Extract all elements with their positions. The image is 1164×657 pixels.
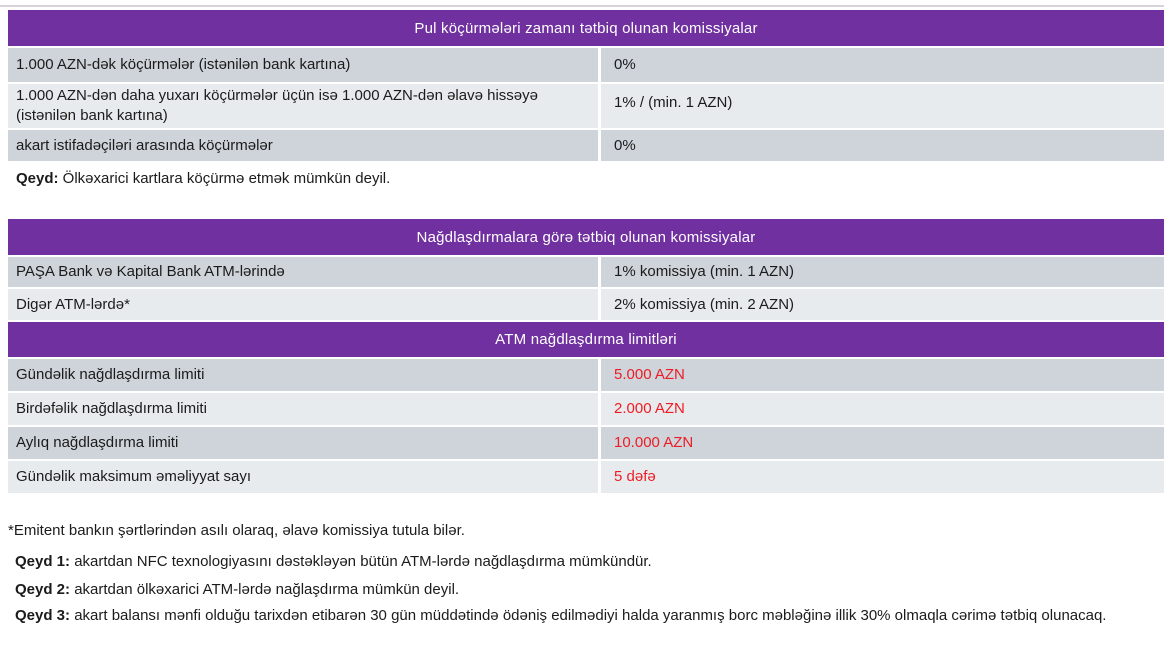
footnote-2 — [15, 580, 459, 600]
transfer-fees-table-title: Pul köçürmələri zamanı tətbiq olunan komissiyalar — [414, 19, 758, 37]
limit-value: 5.000 AZN — [601, 359, 1164, 391]
table-row — [8, 130, 1164, 161]
footnote-3 — [15, 606, 1106, 626]
atm-limits-title: ATM nağdlaşdırma limitləri — [495, 331, 677, 348]
fee-value: 2% komissiya (min. 2 AZN) — [601, 289, 1164, 320]
fee-value: 0% — [601, 130, 1164, 161]
table-row — [8, 84, 1164, 128]
fee-label: akart istifadəçiləri arasında köçürmələr — [8, 130, 598, 161]
fee-value: 1% / (min. 1 AZN) — [601, 84, 1164, 128]
limit-label: Gündəlik maksimum əməliyyat sayı — [8, 461, 598, 493]
footnote-3-text: akart balansı mənfi olduğu tarixdən etibarən 30 gün müddətində ödəniş edilmədiyi halda yaranmış borc məbləğinə illik 30% olmaqla cərimə tətbiq olunacaq. — [70, 607, 1107, 624]
fee-label: 1.000 AZN-dək köçürmələr (istənilən bank kartına) — [8, 48, 598, 82]
fee-label: PAŞA Bank və Kapital Bank ATM-lərində — [8, 257, 598, 287]
footnote-3-prefix: Qeyd 3: — [15, 607, 71, 624]
transfer-note — [16, 169, 390, 189]
table-row — [8, 289, 1164, 320]
limit-label: Gündəlik nağdlaşdırma limiti — [8, 359, 598, 391]
table-row — [8, 461, 1164, 493]
table-row — [8, 257, 1164, 287]
top-divider-line — [0, 5, 1164, 7]
cashout-fees-table-header — [8, 219, 1164, 255]
limit-value: 10.000 AZN — [601, 427, 1164, 459]
cashout-fees-table — [8, 219, 1164, 495]
footnote-2-prefix: Qeyd 2: — [15, 581, 71, 598]
table-row — [8, 393, 1164, 425]
limit-label: Aylıq nağdlaşdırma limiti — [8, 427, 598, 459]
table-row — [8, 427, 1164, 459]
limit-label: Birdəfəlik nağdlaşdırma limiti — [8, 393, 598, 425]
transfer-note-text: Ölkəxarici kartlara köçürmə etmək mümkün deyil. — [58, 170, 391, 187]
footnote-2-text: akartdan ölkəxarici ATM-lərdə nağlaşdırma mümkün deyil. — [70, 581, 460, 598]
transfer-fees-table — [8, 10, 1164, 163]
footnote-1-prefix: Qeyd 1: — [15, 553, 71, 570]
table-row — [8, 359, 1164, 391]
limit-value: 5 dəfə — [601, 461, 1164, 493]
footnote-1 — [15, 552, 652, 572]
table-row — [8, 48, 1164, 82]
cashout-fees-table-title: Nağdlaşdırmalara görə tətbiq olunan komissiyalar — [416, 228, 756, 246]
footnote-1-text: akartdan NFC texnologiyasını dəstəkləyən bütün ATM-lərdə nağdlaşdırma mümkündür. — [70, 553, 652, 570]
emitent-footnote: *Emitent bankın şərtlərindən asılı olaraq, əlavə komissiya tutula bilər. — [8, 522, 465, 539]
fee-value: 1% komissiya (min. 1 AZN) — [601, 257, 1164, 287]
atm-limits-header — [8, 322, 1164, 357]
transfer-note-prefix: Qeyd: — [16, 170, 59, 187]
fee-value: 0% — [601, 48, 1164, 82]
limit-value: 2.000 AZN — [601, 393, 1164, 425]
transfer-fees-table-header — [8, 10, 1164, 46]
fee-label: Digər ATM-lərdə* — [8, 289, 598, 320]
fee-label: 1.000 AZN-dən daha yuxarı köçürmələr üçün isə 1.000 AZN-dən əlavə hissəyə (istənilən bank kartına) — [8, 84, 598, 128]
